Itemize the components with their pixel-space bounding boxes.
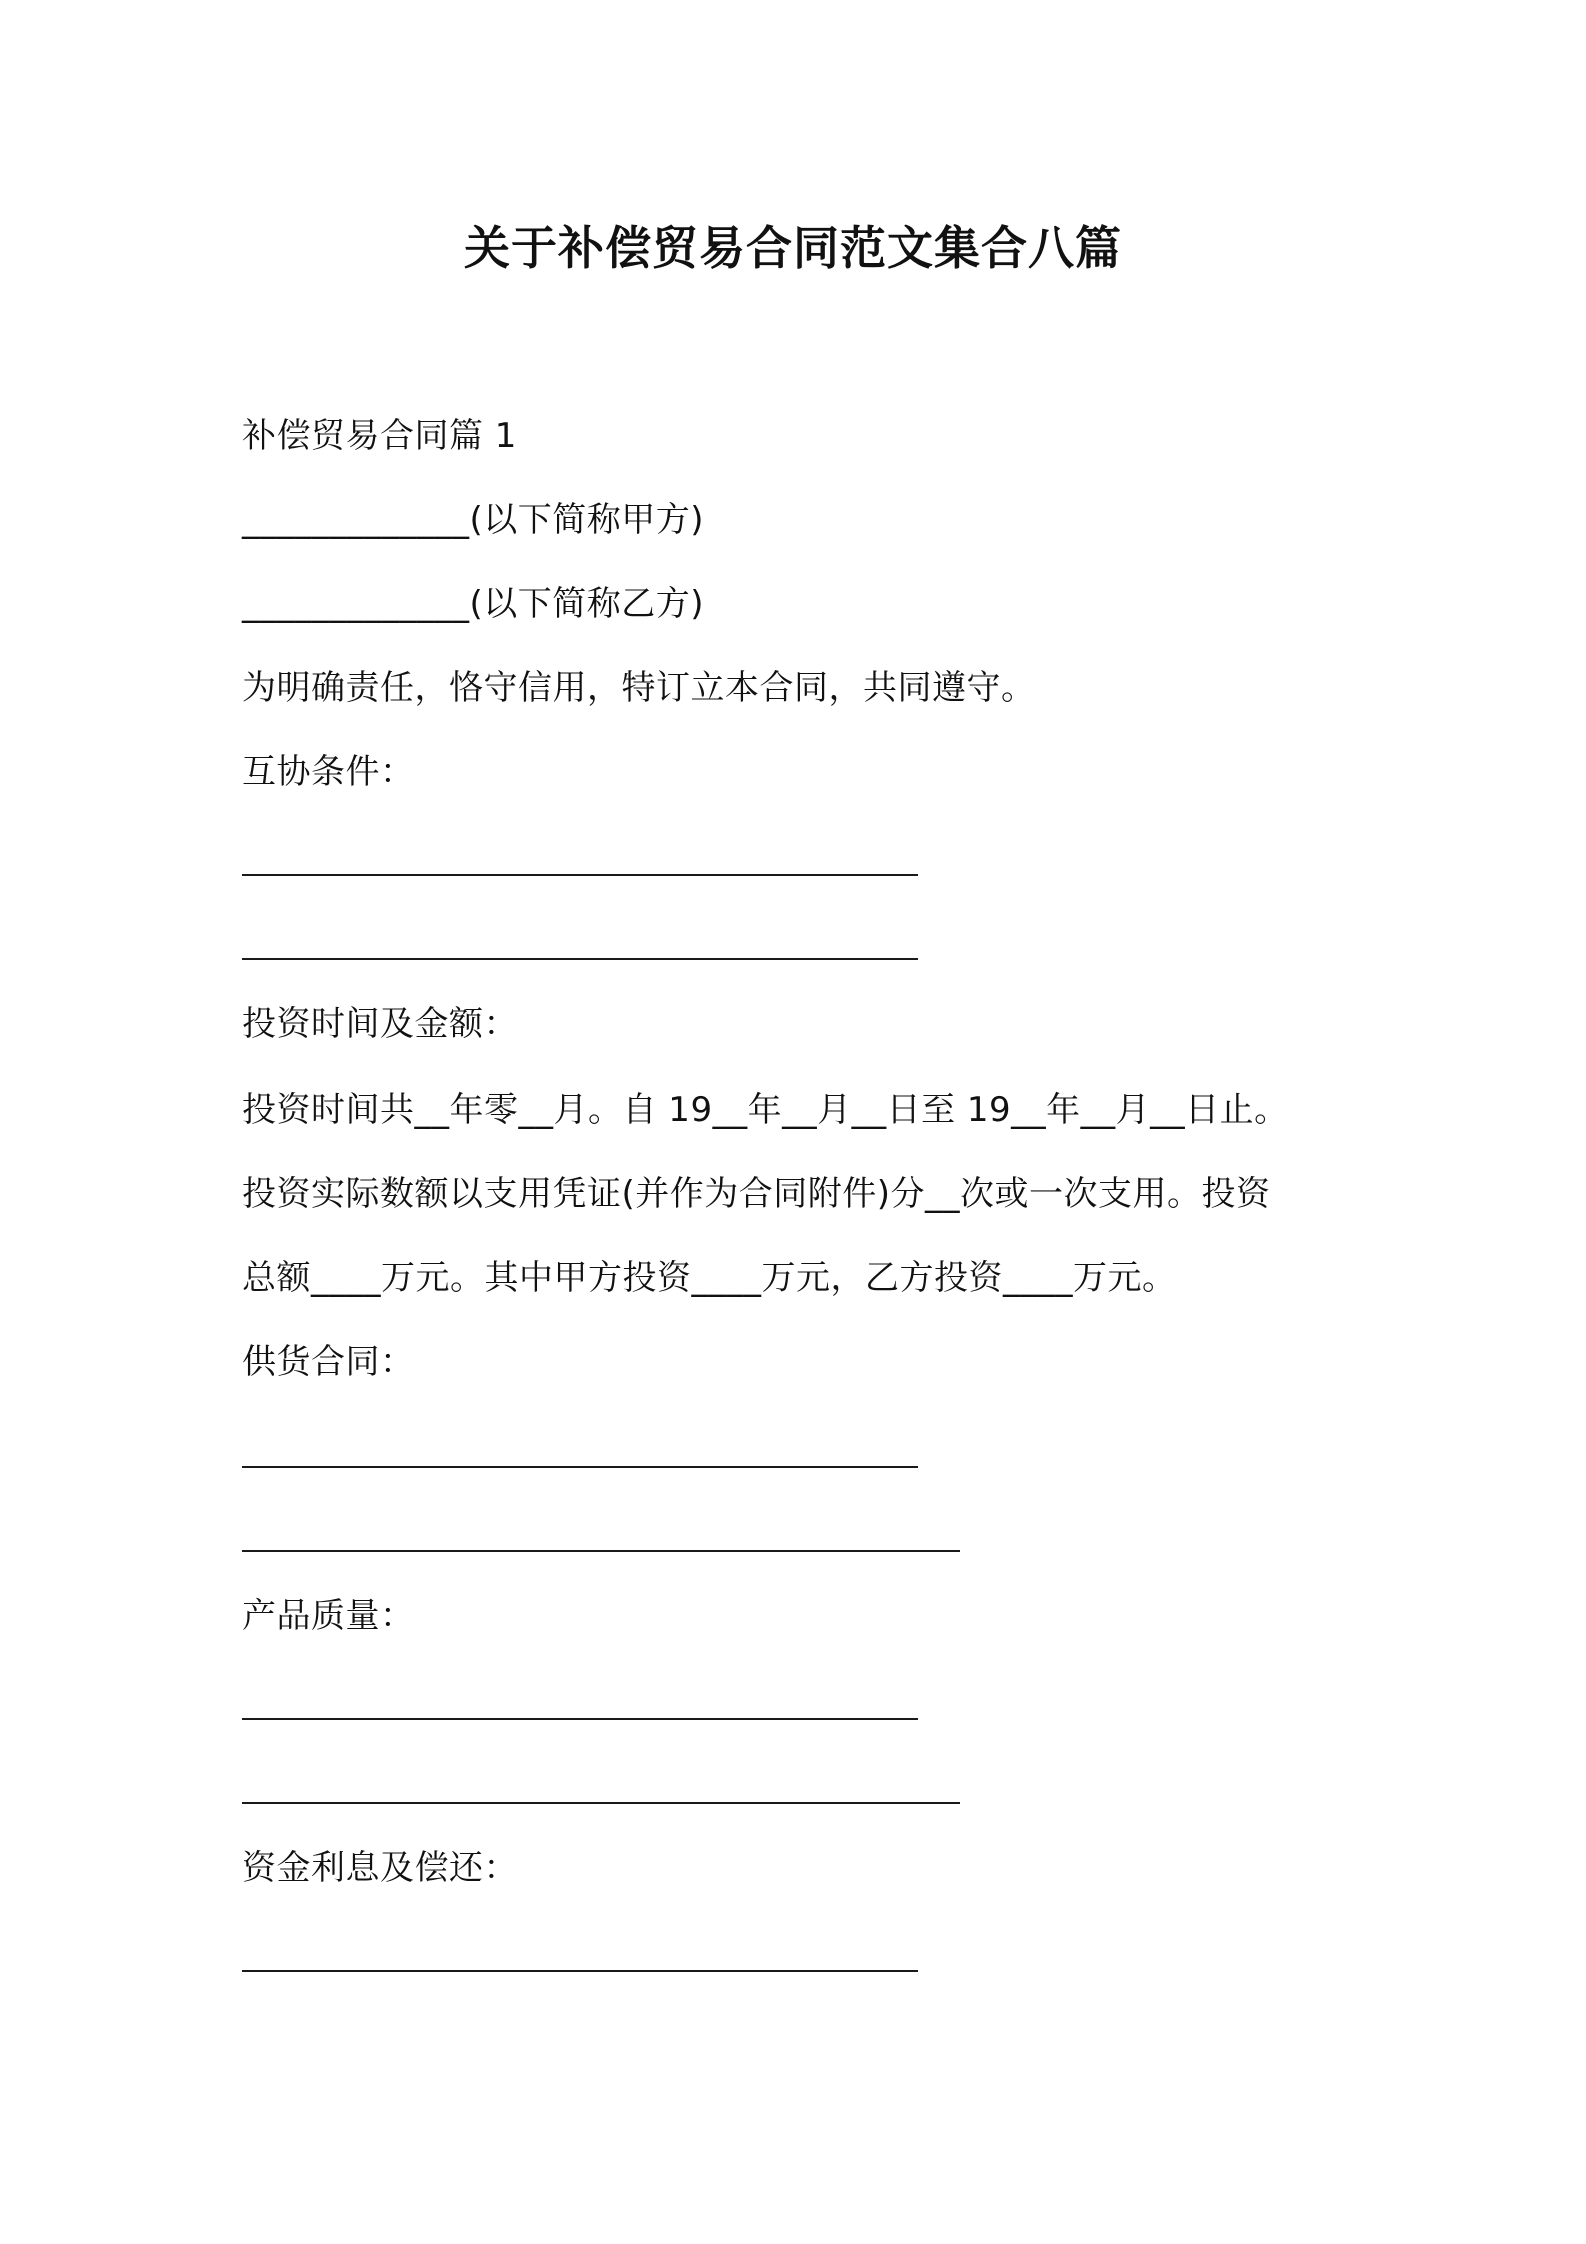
blank-line — [242, 1970, 918, 1972]
blank-line — [242, 1550, 960, 1552]
blank-line — [242, 958, 918, 960]
blank-line — [242, 1466, 918, 1468]
heading-investment: 投资时间及金额： — [242, 1004, 518, 1044]
preamble-text: 为明确责任，恪守信用，特订立本合同，共同遵守。 — [242, 668, 1036, 708]
section-heading: 补偿贸易合同篇 1 — [242, 416, 517, 456]
investment-amount-text-1: 投资实际数额以支用凭证(并作为合同附件)分__次或一次支用。投资 — [242, 1174, 1271, 1214]
heading-quality: 产品质量： — [242, 1596, 415, 1636]
party-a-line: _____________(以下简称甲方) — [242, 500, 705, 540]
blank-line — [242, 1802, 960, 1804]
blank-line — [242, 874, 918, 876]
party-b-line: _____________(以下简称乙方) — [242, 584, 705, 624]
investment-amount-text-2: 总额____万元。其中甲方投资____万元，乙方投资____万元。 — [242, 1258, 1177, 1298]
heading-mutual-conditions: 互协条件： — [242, 752, 415, 792]
blank-line — [242, 1718, 918, 1720]
document-title: 关于补偿贸易合同范文集合八篇 — [464, 221, 1122, 275]
heading-supply: 供货合同： — [242, 1342, 415, 1382]
investment-period-text: 投资时间共__年零__月。自 19__年__月__日至 19__年__月__日止。 — [242, 1090, 1289, 1130]
heading-funds: 资金利息及偿还： — [242, 1848, 518, 1888]
